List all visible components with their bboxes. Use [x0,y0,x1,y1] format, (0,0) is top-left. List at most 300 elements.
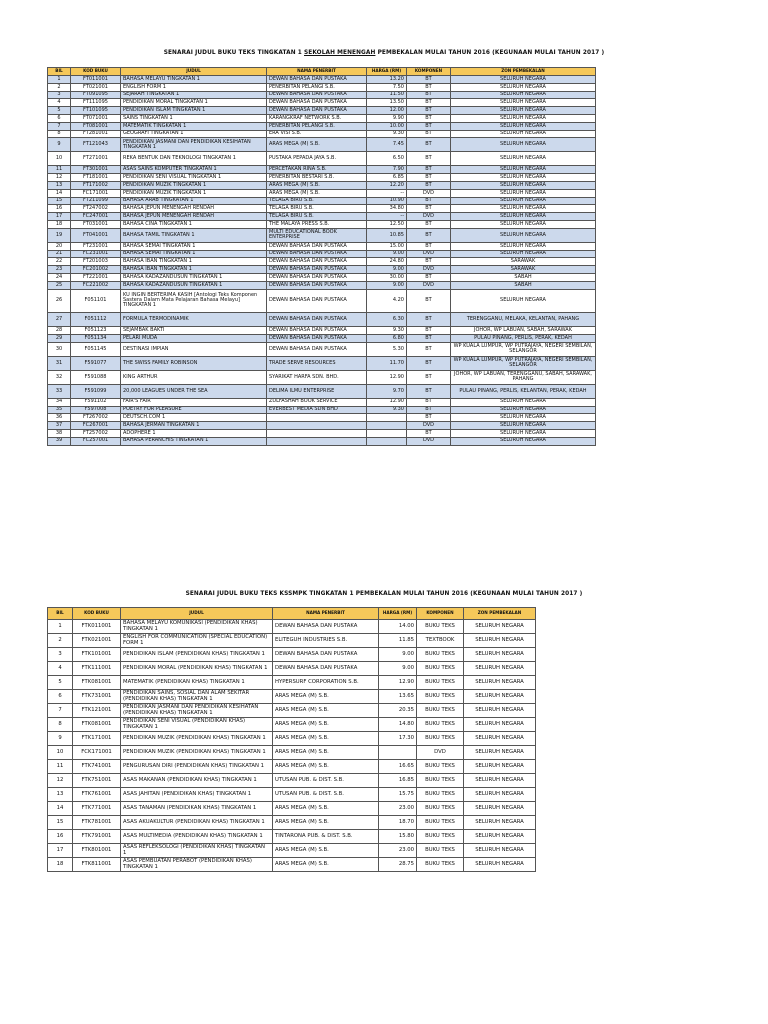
cell-nama-penerbit: TINTARONA PUB. & DIST. S.B. [273,830,379,844]
table-row [48,844,536,858]
cell-harga: 23.00 [379,844,417,858]
cell-zon-pembekalan: SELURUH NEGARA [451,414,596,422]
cell-komponen: BUKU TEKS [417,802,464,816]
cell-nama-penerbit: DEWAN BAHASA DAN PUSTAKA [267,313,367,327]
table1-header-nama-penerbit: NAMA PENERBIT [267,68,367,76]
table2-header-zon-pembekalan: ZON PEMBEKALAN [464,608,536,620]
cell-kod-buku: FT011001 [71,76,121,84]
cell-judul: FORMULA TERMODINAMIK [121,313,267,327]
cell-harga: 13.20 [367,76,407,84]
cell-kod-buku: FT031001 [71,220,121,228]
cell-komponen: BT [407,313,451,327]
cell-zon-pembekalan: SARAWAK [451,258,596,266]
cell-judul: BAHASA ARAB TINGKATAN 1 [121,197,267,205]
cell-judul: GEOGRAFI TINGKATAN 1 [121,130,267,138]
cell-harga: 15.75 [379,788,417,802]
cell-judul: BAHASA IBAN TINGKATAN 1 [121,258,267,266]
table-row [48,422,596,430]
cell-zon-pembekalan: PULAU PINANG, PERLIS, PERAK, KEDAH [451,334,596,342]
cell-komponen: BUKU TEKS [417,662,464,676]
cell-bil: 25 [48,281,71,289]
cell-harga: 7.50 [367,83,407,91]
cell-komponen: BT [407,220,451,228]
cell-zon-pembekalan: TERENGGANU, MELAKA, KELANTAN, PAHANG [451,313,596,327]
cell-kod-buku: FT091095 [71,91,121,99]
cell-judul: PENDIDIKAN MORAL TINGKATAN 1 [121,99,267,107]
cell-bil: 10 [48,152,71,166]
cell-komponen: BUKU TEKS [417,844,464,858]
cell-nama-penerbit [267,437,367,445]
cell-komponen: DVD [407,422,451,430]
cell-kod-buku: F591088 [71,370,121,384]
cell-zon-pembekalan: SELURUH NEGARA [451,242,596,250]
cell-kod-buku: F051112 [71,313,121,327]
cell-harga: -- [367,213,407,221]
cell-zon-pembekalan: WP KUALA LUMPUR, WP PUTRAJAYA, NEGERI SEMBILAN, SELANGOR [451,342,596,356]
cell-kod-buku: FC231001 [71,250,121,258]
cell-harga: 4.20 [367,289,407,313]
cell-zon-pembekalan: SELURUH NEGARA [451,205,596,213]
cell-nama-penerbit [267,429,367,437]
cell-nama-penerbit: DEWAN BAHASA DAN PUSTAKA [267,258,367,266]
cell-bil: 9 [48,732,73,746]
cell-nama-penerbit: ARAS MEGA (M) S.B. [273,760,379,774]
table1-title [0,50,768,56]
cell-nama-penerbit: KARANGKRAF NETWORK S.B. [267,114,367,122]
cell-nama-penerbit: DEWAN BAHASA DAN PUSTAKA [267,266,367,274]
cell-komponen: BUKU TEKS [417,774,464,788]
cell-judul: POETRY FOR PLEASURE [121,406,267,414]
cell-komponen: BT [407,370,451,384]
table-row [48,91,596,99]
cell-zon-pembekalan: SELURUH NEGARA [451,422,596,430]
cell-nama-penerbit: ARAS MEGA (M) S.B. [267,189,367,197]
cell-nama-penerbit: PENERBITAN BESTARI S.B. [267,174,367,182]
cell-komponen: BT [407,130,451,138]
cell-zon-pembekalan: SELURUH NEGARA [464,760,536,774]
cell-zon-pembekalan: JOHOR, WP LABUAN, SABAH, SARAWAK [451,327,596,335]
table-row [48,83,596,91]
cell-nama-penerbit: DEWAN BAHASA DAN PUSTAKA [267,99,367,107]
cell-komponen: BT [407,107,451,115]
cell-bil: 26 [48,289,71,313]
cell-komponen: BUKU TEKS [417,620,464,634]
table2-header-komponen: KOMPONEN [417,608,464,620]
table-row [48,220,596,228]
cell-nama-penerbit: DEWAN BAHASA DAN PUSTAKA [267,342,367,356]
table-row [48,228,596,242]
cell-zon-pembekalan: SELURUH NEGARA [464,774,536,788]
cell-bil: 14 [48,189,71,197]
cell-komponen: BT [407,327,451,335]
cell-nama-penerbit: MULTI EDUCATIONAL BOOK ENTERPRISE [267,228,367,242]
table-row [48,648,536,662]
cell-komponen: BT [407,258,451,266]
table-row [48,802,536,816]
cell-nama-penerbit: DEWAN BAHASA DAN PUSTAKA [267,281,367,289]
cell-nama-penerbit: DEWAN BAHASA DAN PUSTAKA [267,250,367,258]
cell-komponen: BUKU TEKS [417,788,464,802]
cell-judul: ASAS TANAMAN (PENDIDIKAN KHAS) TINGKATAN 1 [121,802,273,816]
cell-zon-pembekalan: SELURUH NEGARA [464,718,536,732]
cell-nama-penerbit [267,414,367,422]
cell-bil: 16 [48,830,73,844]
table-row [48,370,596,384]
cell-bil: 2 [48,83,71,91]
table-row [48,242,596,250]
cell-kod-buku: FT257002 [71,429,121,437]
cell-bil: 18 [48,220,71,228]
cell-harga: 13.65 [379,690,417,704]
cell-bil: 15 [48,197,71,205]
cell-nama-penerbit: ERA VISI S.B. [267,130,367,138]
cell-harga [367,429,407,437]
cell-judul: PENDIDIKAN MORAL (PENDIDIKAN KHAS) TINGKATAN 1 [121,662,273,676]
cell-zon-pembekalan: SELURUH NEGARA [464,634,536,648]
cell-bil: 2 [48,634,73,648]
cell-kod-buku: FCK171001 [73,746,121,760]
cell-bil: 18 [48,858,73,872]
cell-harga: 6.30 [367,313,407,327]
cell-judul: KING ARTHUR [121,370,267,384]
cell-kod-buku: F051134 [71,334,121,342]
cell-komponen: BT [407,99,451,107]
cell-komponen: BT [407,76,451,84]
cell-harga [367,422,407,430]
table-row [48,342,596,356]
cell-zon-pembekalan: SELURUH NEGARA [451,130,596,138]
table2 [47,607,536,872]
cell-kod-buku: FTK111001 [73,662,121,676]
cell-zon-pembekalan: SELURUH NEGARA [464,732,536,746]
table1-header-kod-buku: KOD BUKU [71,68,121,76]
table1-header-judul: JUDUL [121,68,267,76]
cell-bil: 38 [48,429,71,437]
cell-judul: PELARI MUDA [121,334,267,342]
cell-bil: 24 [48,273,71,281]
table-row [48,205,596,213]
cell-bil: 21 [48,250,71,258]
table-row [48,634,536,648]
cell-kod-buku: F051101 [71,289,121,313]
cell-harga: 6.50 [367,152,407,166]
cell-zon-pembekalan: SELURUH NEGARA [451,138,596,152]
cell-bil: 9 [48,138,71,152]
cell-nama-penerbit: DEWAN BAHASA DAN PUSTAKA [273,620,379,634]
cell-nama-penerbit: PENERBITAN PELANGI S.B. [267,83,367,91]
cell-komponen: BUKU TEKS [417,690,464,704]
table-row [48,213,596,221]
cell-zon-pembekalan: SELURUH NEGARA [451,91,596,99]
cell-nama-penerbit: DEWAN BAHASA DAN PUSTAKA [267,289,367,313]
cell-bil: 12 [48,774,73,788]
cell-judul: BAHASA TAMIL TINGKATAN 1 [121,228,267,242]
table-row [48,138,596,152]
cell-harga: -- [367,189,407,197]
cell-komponen: BT [407,114,451,122]
cell-bil: 22 [48,258,71,266]
cell-kod-buku: F591077 [71,356,121,370]
cell-nama-penerbit: ELITEGUH INDUSTRIES S.B. [273,634,379,648]
cell-komponen: BUKU TEKS [417,704,464,718]
cell-judul: REKA BENTUK DAN TEKNOLOGI TINGKATAN 1 [121,152,267,166]
cell-nama-penerbit: PENERBITAN PELANGI S.B. [267,122,367,130]
table-row [48,858,536,872]
cell-zon-pembekalan: WP KUALA LUMPUR, WP PUTRAJAYA, NEGERI SEMBILAN, SELANGOR [451,356,596,370]
cell-komponen: BUKU TEKS [417,676,464,690]
cell-kod-buku: FT211099 [71,197,121,205]
cell-kod-buku: FTK791001 [73,830,121,844]
cell-judul: 20,000 LEAGUES UNDER THE SEA [121,384,267,398]
table-row [48,76,596,84]
cell-zon-pembekalan: SELURUH NEGARA [451,197,596,205]
cell-kod-buku: FTK021001 [73,634,121,648]
table1-body [48,76,596,446]
table-row [48,788,536,802]
cell-komponen: BT [407,83,451,91]
cell-nama-penerbit [267,422,367,430]
cell-zon-pembekalan: SELURUH NEGARA [451,152,596,166]
cell-harga: 9.00 [379,648,417,662]
cell-judul: THE SWISS FAMILY ROBINSON [121,356,267,370]
cell-nama-penerbit: UTUSAN PUB. & DIST. S.B. [273,774,379,788]
cell-zon-pembekalan: SELURUH NEGARA [451,181,596,189]
cell-kod-buku: FC257001 [71,437,121,445]
cell-judul: BAHASA JERMAN TINGKATAN 1 [121,422,267,430]
cell-bil: 36 [48,414,71,422]
cell-kod-buku: FTK011001 [73,620,121,634]
cell-kod-buku: FT171002 [71,181,121,189]
cell-bil: 8 [48,718,73,732]
table-row [48,122,596,130]
cell-nama-penerbit: TELAGA BIRU S.B. [267,197,367,205]
cell-kod-buku: FC247001 [71,213,121,221]
table2-title: SENARAI JUDUL BUKU TEKS KSSMPK TINGKATAN 1 PEMBEKALAN MULAI TAHUN 2016 (KEGUNAAN MULAI TAHUN 2017 ) [185,591,583,597]
cell-komponen: BT [407,406,451,414]
cell-judul: ASAS MAKANAN (PENDIDIKAN KHAS) TINGKATAN 1 [121,774,273,788]
cell-zon-pembekalan: SELURUH NEGARA [451,406,596,414]
cell-komponen: BT [407,356,451,370]
cell-zon-pembekalan: SELURUH NEGARA [451,228,596,242]
cell-zon-pembekalan: SELURUH NEGARA [451,166,596,174]
cell-nama-penerbit: ARAS MEGA (M) S.B. [267,181,367,189]
cell-kod-buku: F591102 [71,398,121,406]
cell-harga: 10.00 [367,122,407,130]
cell-komponen: DVD [407,213,451,221]
table1-title-underlined: SEKOLAH MENENGAH [304,50,376,56]
cell-nama-penerbit: ARAS MEGA (M) S.B. [273,816,379,830]
cell-kod-buku: FC267001 [71,422,121,430]
cell-bil: 7 [48,704,73,718]
cell-judul: ASAS AKUAKULTUR (PENDIDIKAN KHAS) TINGKATAN 1 [121,816,273,830]
cell-nama-penerbit: ARAS MEGA (M) S.B. [273,704,379,718]
cell-harga: 10.85 [367,228,407,242]
cell-nama-penerbit: ARAS MEGA (M) S.B. [273,802,379,816]
cell-bil: 1 [48,620,73,634]
cell-kod-buku: FT101095 [71,107,121,115]
table1-header [48,68,596,76]
cell-harga: 12.90 [367,398,407,406]
cell-nama-penerbit: DEWAN BAHASA DAN PUSTAKA [273,662,379,676]
cell-harga: 9.30 [367,406,407,414]
cell-kod-buku: FT121043 [71,138,121,152]
cell-nama-penerbit: UTUSAN PUB. & DIST. S.B. [273,788,379,802]
cell-bil: 6 [48,114,71,122]
table-row [48,181,596,189]
cell-komponen: BUKU TEKS [417,718,464,732]
cell-zon-pembekalan: SELURUH NEGARA [464,676,536,690]
cell-zon-pembekalan: SELURUH NEGARA [451,289,596,313]
cell-komponen: BT [407,289,451,313]
table-row [48,266,596,274]
cell-komponen: BT [407,197,451,205]
cell-nama-penerbit: ARAS MEGA (M) S.B. [273,858,379,872]
table-row [48,830,536,844]
cell-zon-pembekalan: SELURUH NEGARA [464,788,536,802]
cell-komponen: BT [407,242,451,250]
cell-judul: ENGLISH FORM 1 [121,83,267,91]
cell-harga: 30.00 [367,273,407,281]
cell-harga: 20.35 [379,704,417,718]
table-row [48,281,596,289]
cell-judul: ADOPHERE 1 [121,429,267,437]
table-row [48,107,596,115]
cell-kod-buku: FTK171001 [73,732,121,746]
cell-zon-pembekalan: SELURUH NEGARA [451,250,596,258]
cell-komponen: DVD [407,281,451,289]
cell-judul: MATEMATIK TINGKATAN 1 [121,122,267,130]
table2-header [48,608,536,620]
table2-header-kod-buku: KOD BUKU [73,608,121,620]
cell-komponen: BUKU TEKS [417,732,464,746]
cell-bil: 13 [48,788,73,802]
cell-bil: 13 [48,181,71,189]
cell-harga: 12.00 [367,107,407,115]
cell-judul: PENDIDIKAN JASMANI DAN PENDIDIKAN KESIHATAN (PENDIDIKAN KHAS) TINGKATAN 1 [121,704,273,718]
table-row [48,760,536,774]
cell-harga: 15.80 [379,830,417,844]
table-row [48,250,596,258]
cell-nama-penerbit: DEWAN BAHASA DAN PUSTAKA [267,107,367,115]
cell-harga [367,414,407,422]
table-row [48,662,536,676]
cell-harga: 14.00 [379,620,417,634]
cell-harga: 16.85 [379,774,417,788]
cell-judul: BAHASA IBAN TINGKATAN 1 [121,266,267,274]
cell-bil: 35 [48,406,71,414]
cell-bil: 17 [48,213,71,221]
cell-kod-buku: FTK811001 [73,858,121,872]
cell-harga: 9.70 [367,384,407,398]
cell-judul: PENDIDIKAN JASMANI DAN PENDIDIKAN KESIHATAN TINGKATAN 1 [121,138,267,152]
table-row [48,414,596,422]
table1-header-harga: HARGA (RM) [367,68,407,76]
cell-zon-pembekalan: SELURUH NEGARA [451,213,596,221]
table-row [48,398,596,406]
cell-judul: KU INGIN BERTERIMA KASIH [Antologi Teks Komponen Sastera Dalam Mata Pelajaran Bahasa Melayu] TINGKATAN 1 [121,289,267,313]
cell-bil: 33 [48,384,71,398]
cell-zon-pembekalan: SELURUH NEGARA [464,858,536,872]
cell-zon-pembekalan: JOHOR, WP LABUAN, TERENGGANU, SABAH, SARAWAK, PAHANG [451,370,596,384]
table-row [48,816,536,830]
cell-bil: 1 [48,76,71,84]
cell-kod-buku: FTK731001 [73,690,121,704]
cell-zon-pembekalan: SELURUH NEGARA [464,662,536,676]
cell-zon-pembekalan: SELURUH NEGARA [464,648,536,662]
cell-komponen: BT [407,181,451,189]
cell-bil: 11 [48,166,71,174]
cell-harga: 12.90 [379,676,417,690]
cell-komponen: BT [407,205,451,213]
table1 [47,67,596,446]
cell-judul: BAHASA SEMAI TINGKATAN 1 [121,242,267,250]
cell-komponen: BUKU TEKS [417,760,464,774]
cell-kod-buku: FT247002 [71,205,121,213]
cell-nama-penerbit: TELAGA BIRU S.B. [267,205,367,213]
cell-nama-penerbit: ARAS MEGA (M) S.B. [273,746,379,760]
cell-zon-pembekalan: SELURUH NEGARA [451,122,596,130]
cell-judul: SEJAMBAK BAKTI [121,327,267,335]
cell-harga: 12.20 [367,181,407,189]
cell-bil: 27 [48,313,71,327]
cell-nama-penerbit: DEWAN BAHASA DAN PUSTAKA [267,273,367,281]
table1-title-part2: PEMBEKALAN MULAI TAHUN 2016 (KEGUNAAN MULAI TAHUN 2017 ) [375,50,605,56]
table-row [48,690,536,704]
cell-bil: 37 [48,422,71,430]
cell-kod-buku: FTK081001 [73,676,121,690]
cell-kod-buku: FT221001 [71,273,121,281]
cell-kod-buku: FTK771001 [73,802,121,816]
cell-judul: PENDIDIKAN SENI VISUAL (PENDIDIKAN KHAS) TINGKATAN 1 [121,718,273,732]
cell-zon-pembekalan: SABAH [451,281,596,289]
cell-zon-pembekalan: SELURUH NEGARA [451,76,596,84]
cell-judul: BAHASA JEPUN MENENGAH RENDAH [121,213,267,221]
cell-komponen: DVD [417,746,464,760]
cell-judul: BAHASA CINA TINGKATAN 1 [121,220,267,228]
table-row [48,774,536,788]
cell-harga: 9.00 [367,266,407,274]
cell-harga: 6.80 [367,334,407,342]
cell-kod-buku: FC221002 [71,281,121,289]
cell-judul: ASAS SAINS KOMPUTER TINGKATAN 1 [121,166,267,174]
cell-komponen: BT [407,228,451,242]
cell-kod-buku: F591099 [71,384,121,398]
cell-kod-buku: F051123 [71,327,121,335]
cell-nama-penerbit: ARAS MEGA (M) S.B. [273,732,379,746]
cell-bil: 29 [48,334,71,342]
cell-judul: BAHASA PERANCHIS TINGKATAN 1 [121,437,267,445]
cell-komponen: DVD [407,189,451,197]
table-row [48,289,596,313]
cell-judul: FAIR'S FAIR [121,398,267,406]
cell-harga: 17.30 [379,732,417,746]
cell-kod-buku: FT271001 [71,152,121,166]
cell-nama-penerbit: HYPERSURF CORPORATION S.B. [273,676,379,690]
cell-nama-penerbit: TRADE SERVE RESOURCES [267,356,367,370]
cell-komponen: TEXTBOOK [417,634,464,648]
cell-bil: 3 [48,648,73,662]
table1-header-bil: BIL [48,68,71,76]
cell-komponen: BT [407,384,451,398]
cell-harga: 12.90 [367,370,407,384]
cell-kod-buku: FT201003 [71,258,121,266]
cell-harga: 7.90 [367,166,407,174]
cell-kod-buku: FT081001 [71,122,121,130]
cell-harga: 15.00 [367,242,407,250]
cell-bil: 11 [48,760,73,774]
cell-harga: 7.45 [367,138,407,152]
cell-judul: MATEMATIK (PENDIDIKAN KHAS) TINGKATAN 1 [121,676,273,690]
